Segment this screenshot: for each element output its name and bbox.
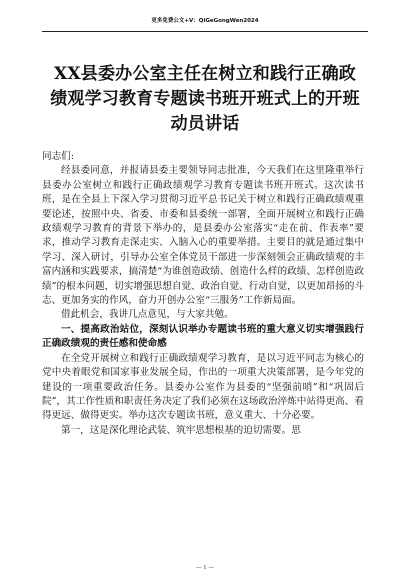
header-divider: [42, 31, 368, 32]
paragraph-intro: 经县委同意，并报请县委主要领导同志批准，今天我们在这里隆重举行县委办公室树立和践行正确政绩观学习教育专题读书班开班式。这次读书班，是在全县上下深入学习贯彻习近平总书记关于树立和践行正确政绩观重要论述，按照中央、省委、市委和县委统一部署，全面开展树立和践行正确政绩观学习教育的背景下举办的，是县委办公室落实“走在前、作表率”要求，推动学习教育走深走实、入脑入心的重要举措。主要目的就是通过集中学习、深入研讨，引导办公室全体党员干部进一步深刻领会正确政绩观的丰富内涵和实践要求，搞清楚“为谁创造政绩、创造什么样的政绩、怎样创造政绩”的根本问题，切实增强思想自觉、政治自觉、行动自觉，以更加昂扬的斗志、更加务实的作风，奋力开创办公室“三服务”工作新局面。: [42, 165, 364, 307]
paragraph-transition: 借此机会，我讲几点意见，与大家共勉。: [61, 309, 234, 321]
header-note: 更多免费公文+V：QiGeGongWen2024: [151, 18, 259, 24]
page-number: — 1 —: [196, 565, 214, 571]
title-line-2: 绩观学习教育专题读书班开班式上的开班: [50, 89, 360, 109]
salutation: 同志们:: [42, 151, 75, 162]
section-heading-1: 一、提高政治站位，深刻认识举办专题读书班的重大意义切实增强践行正确政绩观的责任感和使命感: [42, 323, 364, 350]
paragraph-point1: 第一，这是深化理论武装、筑牢思想根基的迫切需要。思: [61, 424, 301, 436]
title-line-3: 动员讲话: [170, 114, 240, 134]
title-line-1: XX县委办公室主任在树立和践行正确政: [54, 64, 356, 84]
document-body: [42, 150, 364, 438]
paragraph-section1: 在全党开展树立和践行正确政绩观学习教育，是以习近平同志为核心的党中央着眼党和国家事业发展全局，作出的一项重大决策部署，是今年党的建设的一项重要政治任务。县委办公室作为县委的“坚强前哨”和“巩固后院”，其工作性质和职责任务决定了我们必须在这场政治淬炼中站得更高、看得更远、做得更实。举办这次专题读书班，意义重大、十分必要。: [42, 352, 364, 422]
document-title: [40, 62, 370, 137]
